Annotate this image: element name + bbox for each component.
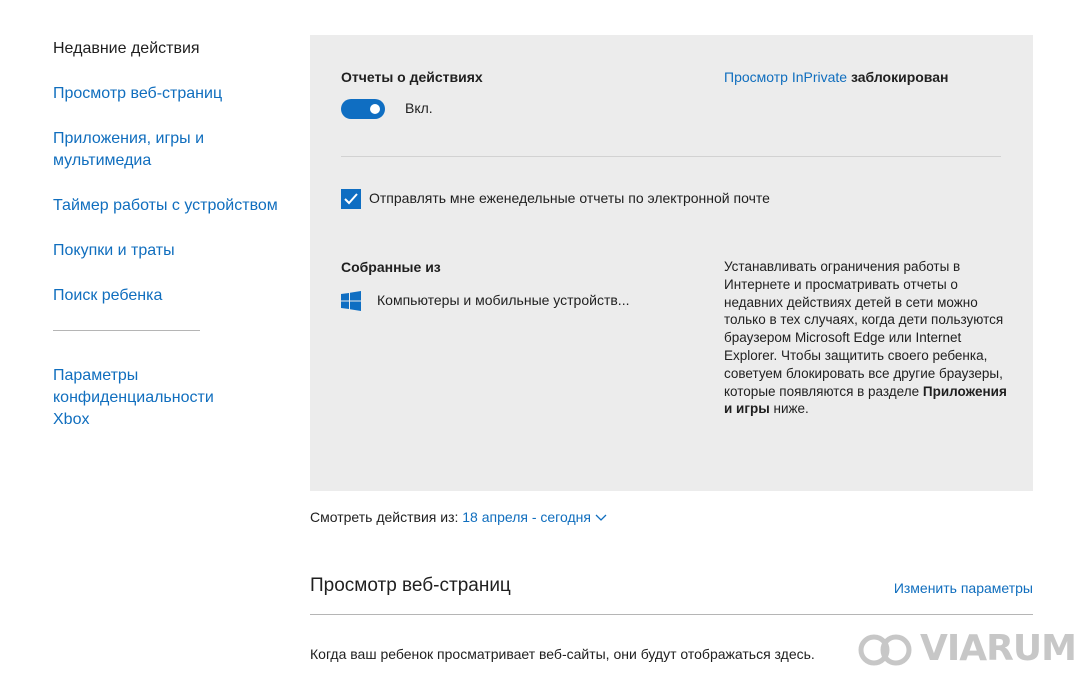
date-range-dropdown[interactable] [462,509,607,525]
inprivate-status [724,69,948,85]
watermark-text: VIARUM [920,628,1076,669]
sidebar-item-screen-time[interactable]: Таймер работы с устройством [53,197,278,214]
change-settings-link[interactable]: Изменить параметры [893,580,1033,596]
info-text-apps-games: Приложения и игры [724,383,1007,417]
toggle-knob [370,104,380,114]
web-browsing-section-title: Просмотр веб-страниц [310,575,511,596]
view-from-label: Смотреть действия из: [310,509,459,525]
activity-reports-toggle[interactable] [341,99,385,119]
inprivate-link[interactable]: Просмотр InPrivate [724,69,848,85]
activity-reports-title: Отчеты о действиях [341,69,483,85]
devices-list-item[interactable]: Компьютеры и мобильные устройств... [377,292,630,308]
sidebar-item-purchases[interactable]: Покупки и траты [53,242,175,259]
collected-from-title: Собранные из [341,259,441,275]
viarum-watermark [858,628,1076,672]
info-text-part1: Устанавливать ограничения работы в Интернете и просматривать отчеты о недавних действиях детей в сети можно только в тех случаях, когда дети пользуются браузером Microsoft Edge или Internet Explorer. Чтобы защитить своего ребенка, советуем блокировать все другие браузеры, которые появляются в разделе [724,259,1004,399]
sidebar-item-xbox-privacy[interactable]: Параметры конфиденциальности Xbox [53,367,214,428]
view-activity-range [310,509,607,525]
sidebar-divider [53,330,200,331]
web-browsing-empty-message: Когда ваш ребенок просматривает веб-сайты, они будут отображаться здесь. [310,646,815,662]
panel-divider [341,156,1001,157]
toggle-state-label: Вкл. [405,100,433,116]
sidebar-item-web-browsing[interactable]: Просмотр веб-страниц [53,85,223,102]
date-range-value: 18 апреля - сегодня [462,509,591,525]
sidebar-nav [53,38,293,454]
weekly-email-label: Отправлять мне еженедельные отчеты по электронной почте [369,190,770,206]
activity-settings-panel [310,35,1033,491]
watermark-logo-icon [858,630,918,674]
sidebar-item-recent-activity[interactable]: Недавние действия [53,40,200,57]
windows-logo-icon [341,291,361,311]
chevron-down-icon [595,514,607,522]
browser-info-text [724,258,1014,418]
inprivate-blocked-label: заблокирован [850,69,949,85]
sidebar-item-apps-games[interactable]: Приложения, игры и мультимедиа [53,130,205,169]
info-text-part2: ниже. [769,401,809,417]
checkmark-icon [344,193,358,205]
section-divider [310,614,1033,615]
sidebar-item-find-child[interactable]: Поиск ребенка [53,287,163,304]
weekly-email-checkbox[interactable] [341,189,361,209]
